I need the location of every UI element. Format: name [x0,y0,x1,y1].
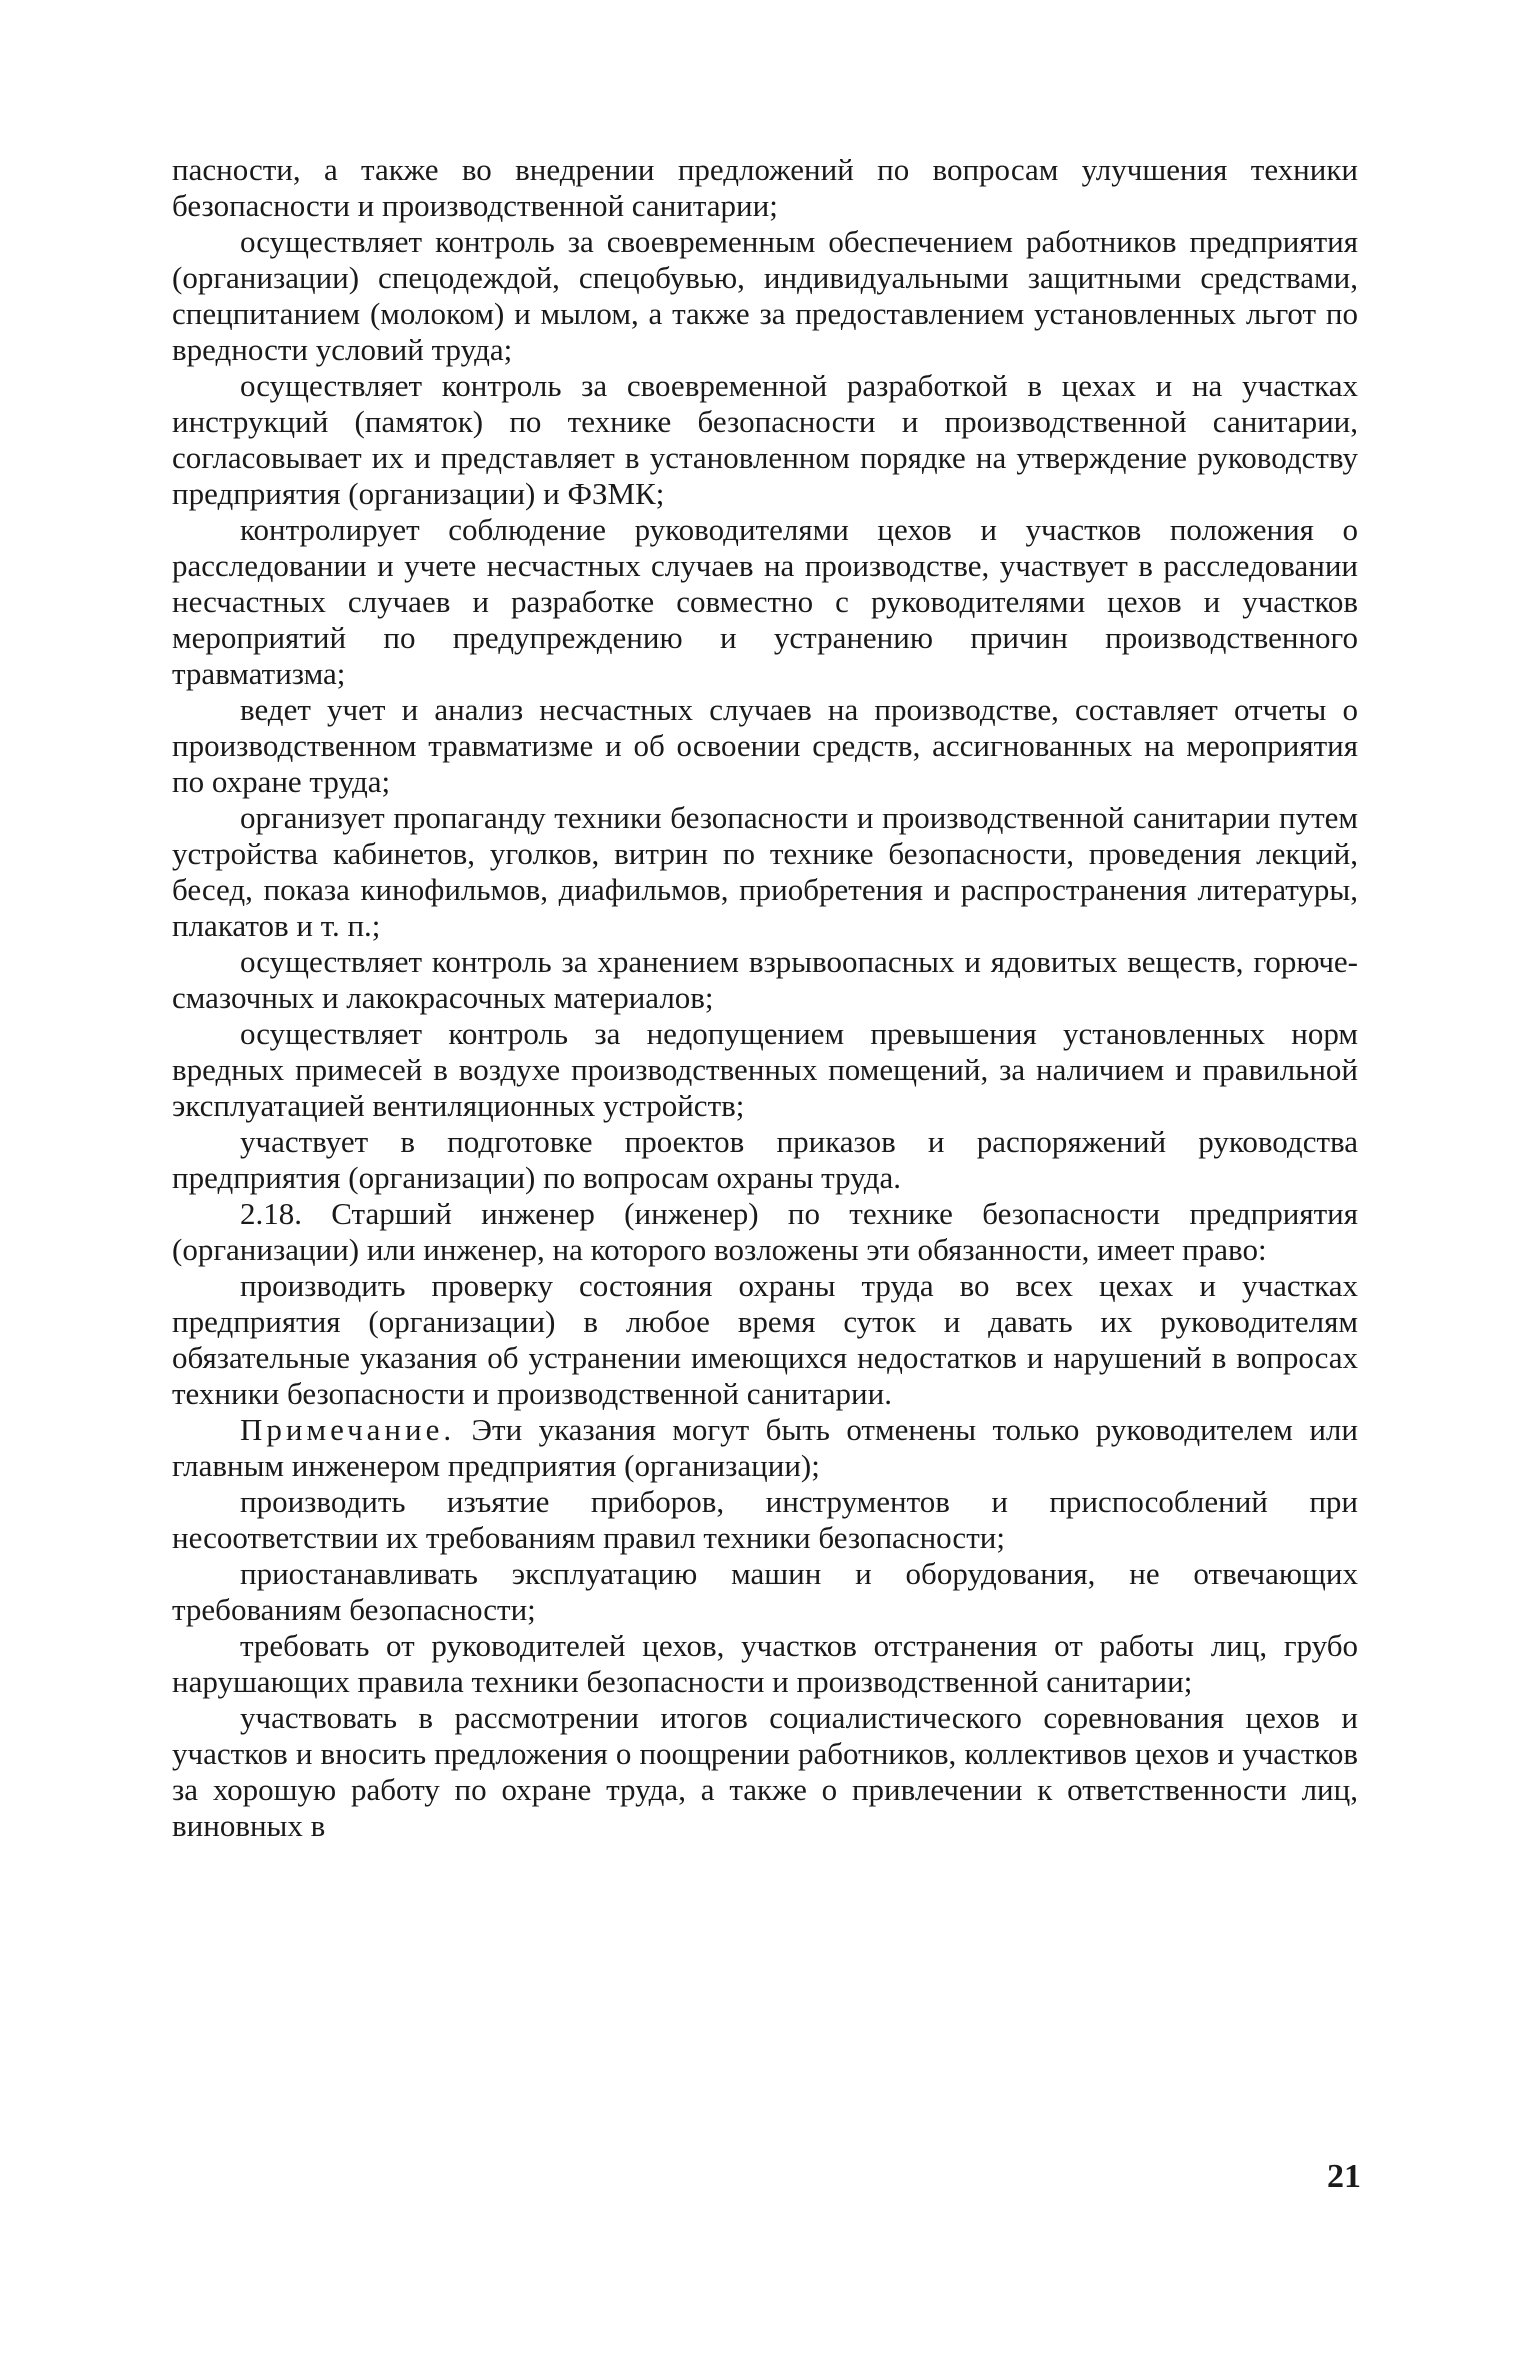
body-text [172,152,1358,1844]
paragraph-suspension: приостанавливать эксплуатацию машин и оборудования, не отвечающих требованиям безопасности; [172,1556,1358,1627]
paragraph-hazardous-storage: осуществляет контроль за хранением взрывоопасных и ядовитых веществ, горюче-смазочных и лакокрасочных материалов; [172,944,1358,1015]
paragraph-orders: участвует в подготовке проектов приказов и распоряжений руководства предприятия (организации) по вопросам охраны труда. [172,1124,1358,1195]
paragraph-section-2-18: 2.18. Старший инженер (инженер) по технике безопасности предприятия (организации) или инженер, на которого возложены эти обязанности, имеет право: [172,1196,1358,1267]
paragraph-air-quality: осуществляет контроль за недопущением превышения установленных норм вредных примесей в воздухе производственных помещений, за наличием и правильной эксплуатацией вентиляционных устройств; [172,1016,1358,1123]
note-text: Эти указания могут быть отменены только руководителем или главным инженером предприятия (организации); [172,1412,1358,1483]
page-number: 21 [1327,2158,1361,2195]
paragraph-accident-records: ведет учет и анализ несчастных случаев на производстве, составляет отчеты о производственном травматизме и об освоении средств, ассигнованных на мероприятия по охране труда; [172,692,1358,799]
paragraph-instructions: осуществляет контроль за своевременной разработкой в цехах и на участках инструкций (памяток) по технике безопасности и производственной санитарии, согласовывает их и представляет в установленном порядке на утверждение руководству предприятия (организации) и ФЗМК; [172,368,1358,511]
paragraph-continuation: пасности, а также во внедрении предложений по вопросам улучшения техники безопасности и производственной санитарии; [172,152,1358,223]
paragraph-propaganda: организует пропаганду техники безопасности и производственной санитарии путем устройства кабинетов, уголков, витрин по технике безопасности, проведения лекций, бесед, показа кинофильмов, диафильмов, приобретения и распространения литературы, плакатов и т. п.; [172,800,1358,943]
paragraph-removal: требовать от руководителей цехов, участков отстранения от работы лиц, грубо нарушающих правила техники безопасности и производственной санитарии; [172,1628,1358,1699]
paragraph-seizure: производить изъятие приборов, инструментов и приспособлений при несоответствии их требованиям правил техники безопасности; [172,1484,1358,1555]
note-label: Примечание. [240,1412,456,1447]
paragraph-competition: участвовать в рассмотрении итогов социалистического соревнования цехов и участков и вносить предложения о поощрении работников, коллективов цехов и участков за хорошую работу по охране труда, а также о привлечении к ответственности лиц, виновных в [172,1700,1358,1843]
note-paragraph [172,1412,1358,1484]
paragraph-inspection-right: производить проверку состояния охраны труда во всех цехах и участках предприятия (организации) в любое время суток и давать их руководителям обязательные указания об устранении имеющихся недостатков и нарушений в вопросах техники безопасности и производственной санитарии. [172,1268,1358,1411]
paragraph-protective-equipment: осуществляет контроль за своевременным обеспечением работников предприятия (организации) спецодеждой, спецобувью, индивидуальными защитными средствами, спецпитанием (молоком) и мылом, а также за предоставлением установленных льгот по вредности условий труда; [172,224,1358,367]
paragraph-accident-investigation: контролирует соблюдение руководителями цехов и участков положения о расследовании и учете несчастных случаев на производстве, участвует в расследовании несчастных случаев и разработке совместно с руководителями цехов и участков мероприятий по предупреждению и устранению причин производственного травматизма; [172,512,1358,691]
